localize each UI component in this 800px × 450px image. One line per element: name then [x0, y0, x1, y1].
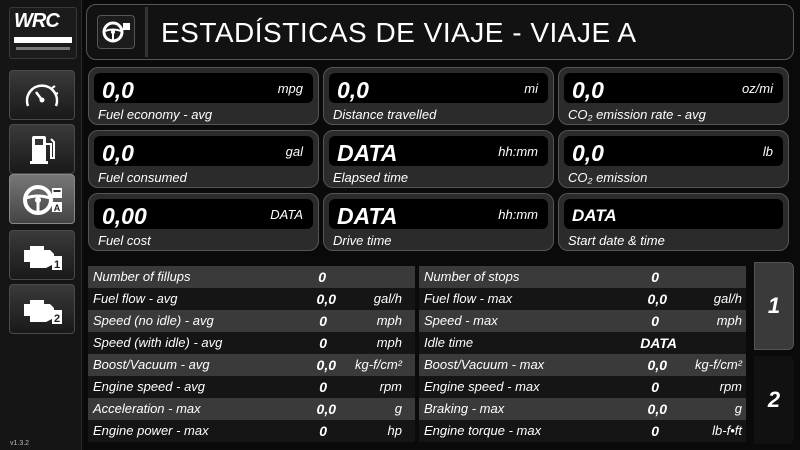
stat-unit: mpg [277, 81, 303, 96]
stat-unit: DATA [270, 207, 303, 222]
row-value-left: 0,0 [316, 401, 336, 417]
page-tab-1[interactable]: 1 [754, 262, 794, 350]
value-box [94, 73, 313, 103]
row-value-left: 0 [318, 269, 326, 285]
svg-text:A: A [53, 203, 61, 213]
value-box [564, 199, 783, 229]
row-value-right: DATA [640, 335, 677, 351]
row-label-left: Acceleration - max [93, 401, 201, 416]
row-label-right: Braking - max [424, 401, 505, 416]
row-value-left: 0 [319, 313, 327, 329]
stat-unit: oz/mi [741, 81, 773, 96]
row-value-right: 0 [651, 379, 659, 395]
nav-button-engine-1[interactable] [9, 230, 75, 280]
row-value-right: 0 [651, 269, 659, 285]
sidebar [0, 0, 82, 450]
row-label-left: Speed (with idle) - avg [93, 335, 223, 350]
stat-unit: hh:mm [498, 144, 538, 159]
row-value-left: 0 [319, 335, 327, 351]
row-value-right: 0,0 [647, 357, 667, 373]
stat-label: Distance travelled [333, 107, 437, 122]
stat-card-co2-emission [558, 130, 789, 188]
table-row [88, 420, 746, 442]
svg-text:2: 2 [53, 313, 61, 325]
stat-card-fuel-consumed [88, 130, 319, 188]
row-unit-right: gal/h [713, 291, 742, 306]
stat-card-fuel-cost [88, 193, 319, 251]
fuel-pump-icon [27, 132, 57, 166]
row-unit-left: rpm [379, 379, 402, 394]
stat-value: 0,0 [102, 77, 134, 103]
stat-unit: mi [524, 81, 538, 96]
stat-value: 0,00 [102, 203, 147, 229]
column-separator [415, 376, 419, 398]
engine-1-icon [20, 238, 64, 272]
row-value-right: 0 [651, 313, 659, 329]
steering-wheel-icon [20, 182, 64, 216]
table-row [88, 288, 746, 310]
header-icon-box [97, 15, 135, 49]
row-unit-right: kg-f/cm² [695, 357, 742, 372]
row-label-left: Number of fillups [93, 269, 191, 284]
value-box [564, 136, 783, 166]
row-unit-left: gal/h [373, 291, 402, 306]
speedometer-icon [22, 78, 62, 112]
svg-text:1: 1 [53, 259, 61, 271]
row-value-right: 0,0 [647, 291, 667, 307]
stat-label: Start date & time [568, 233, 665, 248]
table-row [88, 266, 746, 288]
stat-label: Fuel cost [98, 233, 151, 248]
stat-value: DATA [337, 203, 398, 229]
row-label-right: Engine torque - max [424, 423, 542, 438]
stat-card-elapsed-time [323, 130, 554, 188]
row-unit-right: mph [716, 313, 742, 328]
value-box [564, 73, 783, 103]
stat-card-fuel-economy [88, 67, 319, 125]
row-unit-left: mph [376, 335, 402, 350]
nav-button-engine-2[interactable] [9, 284, 75, 334]
row-label-left: Fuel flow - avg [93, 291, 178, 306]
value-box [94, 136, 313, 166]
stat-label: Elapsed time [333, 170, 409, 185]
row-unit-left: g [394, 401, 402, 416]
stat-value: 0,0 [102, 140, 134, 166]
row-value-right: 0 [651, 423, 659, 439]
logo-stripe-small [16, 47, 70, 50]
column-separator [415, 398, 419, 420]
stat-value: 0,0 [572, 77, 604, 103]
row-value-left: 0 [319, 423, 327, 439]
row-label-right: Boost/Vacuum - max [424, 357, 545, 372]
row-unit-right: g [734, 401, 742, 416]
table-row [88, 398, 746, 420]
stat-value: 0,0 [337, 77, 369, 103]
row-value-left: 0 [319, 379, 327, 395]
row-value-right: 0,0 [647, 401, 667, 417]
header-divider [145, 7, 148, 57]
row-value-left: 0,0 [316, 357, 336, 373]
wrc-logo [9, 7, 77, 59]
value-box [329, 73, 548, 103]
row-label-right: Idle time [424, 335, 474, 350]
stat-label: CO₂ emission [568, 170, 648, 185]
stat-card-distance [323, 67, 554, 125]
stat-label: Fuel consumed [98, 170, 187, 185]
page-tab-2[interactable]: 2 [754, 356, 794, 444]
nav-button-fuel[interactable] [9, 124, 75, 174]
engine-2-icon [20, 292, 64, 326]
row-label-left: Boost/Vacuum - avg [93, 357, 210, 372]
stat-value: 0,0 [572, 140, 604, 166]
steering-wheel-icon [101, 20, 131, 44]
value-box [94, 199, 313, 229]
nav-button-gauges[interactable] [9, 70, 75, 120]
row-label-right: Number of stops [424, 269, 520, 284]
table-row [88, 376, 746, 398]
stat-value: DATA [337, 140, 398, 166]
column-separator [415, 266, 419, 288]
row-unit-left: hp [387, 423, 402, 438]
nav-button-trip-stats[interactable] [9, 174, 75, 224]
stat-card-co2-rate [558, 67, 789, 125]
row-unit-left: kg-f/cm² [355, 357, 402, 372]
page-header [86, 4, 794, 60]
row-label-left: Engine speed - avg [93, 379, 206, 394]
stat-label: Fuel economy - avg [98, 107, 213, 122]
table-row [88, 354, 746, 376]
stat-card-start-date [558, 193, 789, 251]
row-label-right: Engine speed - max [424, 379, 540, 394]
row-unit-right: rpm [719, 379, 742, 394]
column-separator [415, 354, 419, 376]
logo-text: WRC [14, 10, 59, 32]
column-separator [415, 310, 419, 332]
column-separator [415, 420, 419, 442]
logo-stripe [14, 37, 72, 43]
stat-unit: lb [762, 144, 773, 159]
row-value-left: 0,0 [316, 291, 336, 307]
stat-unit: gal [285, 144, 303, 159]
column-separator [415, 288, 419, 310]
row-label-right: Fuel flow - max [424, 291, 513, 306]
column-separator [415, 332, 419, 354]
stat-unit: hh:mm [498, 207, 538, 222]
row-label-left: Speed (no idle) - avg [93, 313, 214, 328]
value-box [329, 136, 548, 166]
stat-label: Drive time [333, 233, 392, 248]
row-unit-right: lb-f•ft [712, 423, 742, 438]
stat-card-drive-time [323, 193, 554, 251]
table-row [88, 332, 746, 354]
stat-value: DATA [572, 206, 617, 225]
row-unit-left: mph [376, 313, 402, 328]
stat-label: CO₂ emission rate - avg [568, 107, 706, 122]
version-label: v1.3.2 [10, 440, 30, 447]
row-label-left: Engine power - max [93, 423, 209, 438]
row-label-right: Speed - max [424, 313, 498, 328]
table-row [88, 310, 746, 332]
value-box [329, 199, 548, 229]
page-title: ESTADÍSTICAS DE VIAJE - VIAJE A [161, 17, 637, 48]
